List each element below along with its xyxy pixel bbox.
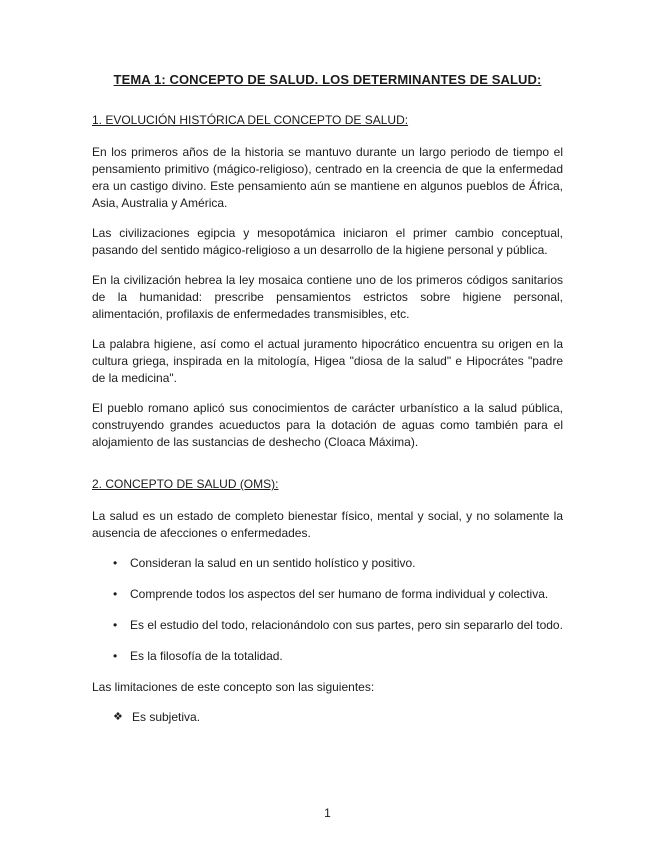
list-item — [92, 555, 563, 572]
paragraph: La salud es un estado de completo bienestar físico, mental y social, y no solamente la ausencia de afecciones o enfermedades. — [92, 509, 563, 540]
list-item — [92, 617, 563, 634]
list-item — [92, 586, 563, 603]
paragraph: En los primeros años de la historia se mantuvo durante un largo periodo de tiempo el pensamiento primitivo (mágico-religioso), centrado en la creencia de que la enfermedad era un castigo divino. Este pensamiento aún se mantiene en algunos pueblos de África, Asia, Australia y América. — [92, 145, 563, 210]
paragraph: Las limitaciones de este concepto son las siguientes: — [92, 680, 375, 694]
list-item-text: Es el estudio del todo, relacionándolo con sus partes, pero sin separarlo del todo. — [130, 618, 563, 632]
paragraph: Las civilizaciones egipcia y mesopotámica iniciaron el primer cambio conceptual, pasando del sentido mágico-religioso a un desarrollo de la higiene personal y pública. — [92, 226, 563, 257]
list-item — [92, 709, 563, 726]
bullet-icon: • — [113, 618, 118, 632]
diamond-bullet-icon: ❖ — [113, 711, 123, 723]
bullet-icon: • — [113, 587, 118, 601]
document-title: TEMA 1: CONCEPTO DE SALUD. LOS DETERMINANTES DE SALUD: — [113, 72, 542, 87]
section-1-heading: 1. EVOLUCIÓN HISTÓRICA DEL CONCEPTO DE SALUD: — [92, 113, 409, 127]
list-item-text: Es subjetiva. — [132, 710, 201, 724]
list-item-text: Consideran la salud en un sentido holístico y positivo. — [130, 556, 416, 570]
bullet-icon: • — [113, 556, 118, 570]
paragraph: La palabra higiene, así como el actual juramento hipocrático encuentra su origen en la cultura griega, inspirada en la mitología, Higea "diosa de la salud" e Hipocrátes "padre de la medicina". — [92, 337, 563, 385]
bullet-icon: • — [113, 649, 118, 663]
page-number: 1 — [324, 806, 331, 820]
section-2-heading: 2. CONCEPTO DE SALUD (OMS): — [92, 477, 279, 491]
paragraph: El pueblo romano aplicó sus conocimientos de carácter urbanístico a la salud pública, construyendo grandes acueductos para la dotación de aguas como también para el alojamiento de las sustancias de deshecho (Cloaca Máxima). — [92, 401, 563, 449]
paragraph: En la civilización hebrea la ley mosaica contiene uno de los primeros códigos sanitarios de la humanidad: prescribe pensamientos estrictos sobre higiene personal, alimentación, profilaxis de enfermedades transmisibles, etc. — [92, 273, 563, 321]
list-item-text: Comprende todos los aspectos del ser humano de forma individual y colectiva. — [130, 587, 549, 601]
list-item — [92, 648, 563, 665]
list-item-text: Es la filosofía de la totalidad. — [130, 649, 283, 663]
